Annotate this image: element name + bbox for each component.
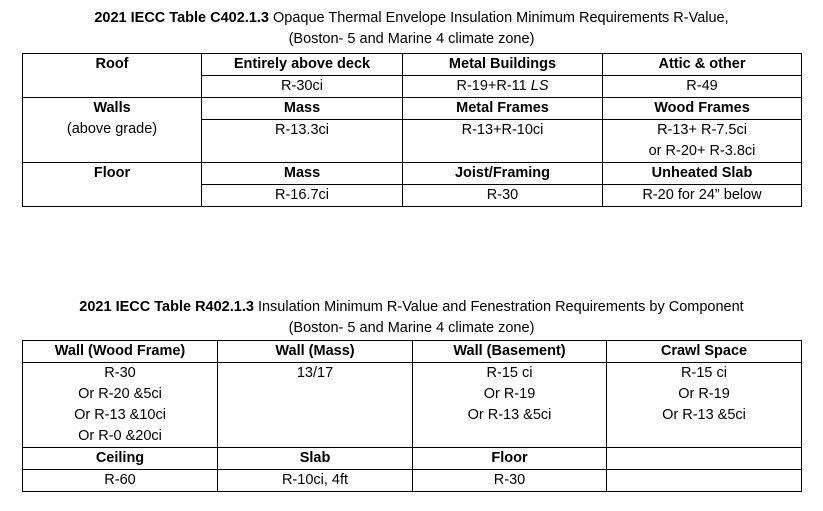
roof-label: Roof — [23, 54, 202, 98]
walls-label-cell — [23, 98, 202, 163]
roof-header-metal-buildings: Metal Buildings — [403, 54, 603, 76]
header-floor: Floor — [413, 448, 607, 470]
roof-value-attic: R-49 — [603, 76, 802, 98]
wall-mass-line1: 13/17 — [296, 365, 334, 381]
walls-value-metal-frames: R-13+R-10ci — [403, 120, 603, 163]
roof-value-metal-buildings — [403, 76, 603, 98]
value-slab: R-10ci, 4ft — [218, 470, 413, 492]
value-floor: R-30 — [413, 470, 607, 492]
walls-sublabel: (above grade) — [66, 121, 158, 137]
header-wall-wood-frame: Wall (Wood Frame) — [23, 341, 218, 363]
header-wall-basement: Wall (Basement) — [413, 341, 607, 363]
table-row — [23, 163, 802, 185]
floor-header-mass: Mass — [202, 163, 403, 185]
table1-caption — [0, 8, 823, 50]
table-row — [23, 54, 802, 76]
value-wall-wood-frame — [23, 363, 218, 448]
basement-line2: Or R-19 — [483, 386, 536, 402]
table2-caption-line2: (Boston- 5 and Marine 4 climate zone) — [288, 320, 535, 336]
header-ceiling: Ceiling — [23, 448, 218, 470]
table1-caption-bold: 2021 IECC Table C402.1.3 — [94, 10, 269, 26]
walls-value-mass: R-13.3ci — [202, 120, 403, 163]
floor-value-unheated-slab: R-20 for 24” below — [603, 185, 802, 207]
table-row — [23, 448, 802, 470]
crawl-line3: Or R-13 &5ci — [662, 407, 746, 423]
roof-value-above-deck: R-30ci — [202, 76, 403, 98]
roof-header-attic: Attic & other — [603, 54, 802, 76]
floor-value-mass: R-16.7ci — [202, 185, 403, 207]
table2-caption — [0, 297, 823, 339]
table-row — [23, 470, 802, 492]
table1-caption-rest: Opaque Thermal Envelope Insulation Minimum Requirements R-Value, — [268, 10, 729, 26]
value-wall-basement — [413, 363, 607, 448]
walls-value-wood-line1: R-13+ R-7.5ci — [657, 122, 747, 138]
table-row — [23, 341, 802, 363]
table1-caption-line2: (Boston- 5 and Marine 4 climate zone) — [288, 31, 535, 47]
wood-frame-line1: R-30 — [104, 365, 136, 381]
header-crawl-space: Crawl Space — [607, 341, 802, 363]
walls-label: Walls — [93, 100, 131, 116]
table1-caption-line1 — [0, 8, 823, 29]
roof-value-metal-italic: LS — [530, 78, 549, 94]
floor-label: Floor — [23, 163, 202, 207]
wood-frame-line4: Or R-0 &20ci — [78, 428, 162, 444]
basement-line3: Or R-13 &5ci — [467, 407, 552, 423]
roof-header-above-deck: Entirely above deck — [202, 54, 403, 76]
floor-header-joist: Joist/Framing — [403, 163, 603, 185]
walls-header-wood-frames: Wood Frames — [603, 98, 802, 120]
walls-value-wood-frames — [603, 120, 802, 163]
table-row — [23, 98, 802, 120]
floor-header-unheated-slab: Unheated Slab — [603, 163, 802, 185]
basement-line1: R-15 ci — [486, 365, 533, 381]
header-slab: Slab — [218, 448, 413, 470]
table2-caption-rest: Insulation Minimum R-Value and Fenestration Requirements by Component — [253, 299, 744, 315]
value-wall-mass — [218, 363, 413, 448]
value-ceiling: R-60 — [23, 470, 218, 492]
wood-frame-line2: Or R-20 &5ci — [78, 386, 162, 402]
table2-caption-line1 — [0, 297, 823, 318]
walls-header-mass: Mass — [202, 98, 403, 120]
commercial-insulation-table — [22, 53, 802, 207]
value-empty — [607, 470, 802, 492]
roof-value-metal-main: R-19+R-11 — [456, 78, 531, 94]
walls-header-metal-frames: Metal Frames — [403, 98, 603, 120]
residential-insulation-table — [22, 340, 802, 492]
crawl-line1: R-15 ci — [681, 365, 727, 381]
crawl-line2: Or R-19 — [678, 386, 730, 402]
wood-frame-line3: Or R-13 &10ci — [74, 407, 166, 423]
value-crawl-space — [607, 363, 802, 448]
table-row — [23, 363, 802, 448]
header-wall-mass: Wall (Mass) — [218, 341, 413, 363]
floor-value-joist: R-30 — [403, 185, 603, 207]
header-empty — [607, 448, 802, 470]
walls-value-wood-line2: or R-20+ R-3.8ci — [648, 143, 756, 159]
table2-caption-bold: 2021 IECC Table R402.1.3 — [79, 299, 254, 315]
